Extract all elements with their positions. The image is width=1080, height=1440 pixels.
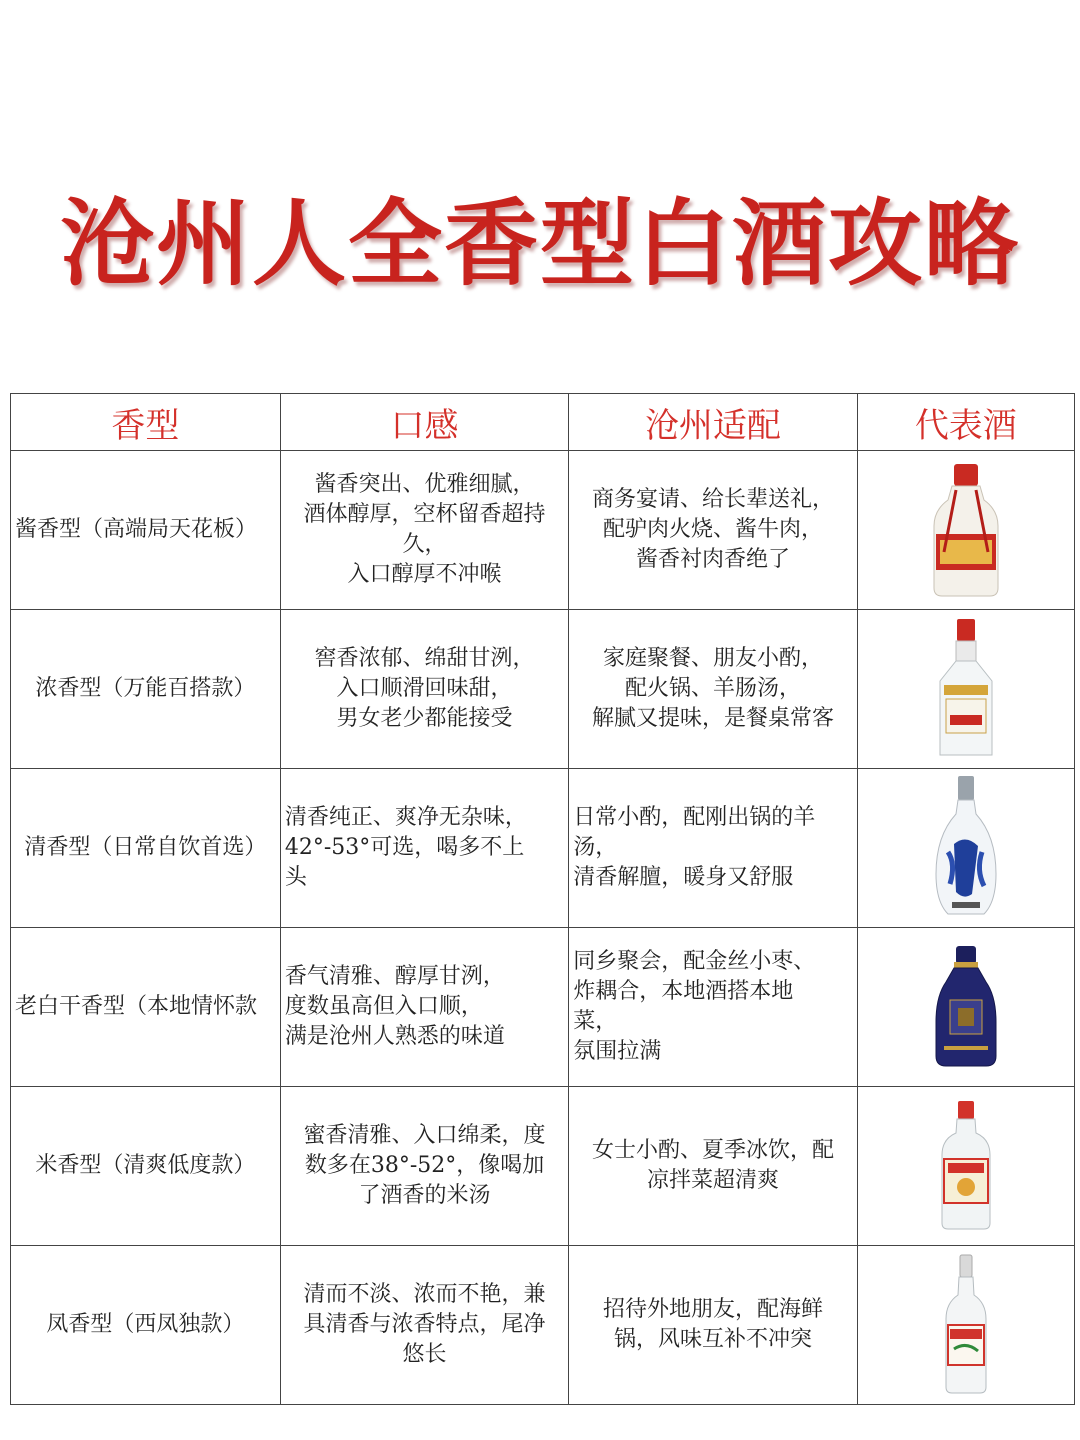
pairing-cell: [569, 610, 857, 769]
pairing-line: 商务宴请、给长辈送礼，: [591, 487, 834, 512]
table-header-row: [11, 394, 1075, 451]
taste-line: 酒体醇厚，空杯留香超持: [303, 502, 546, 527]
taste-line: 久，: [402, 532, 447, 557]
bottle-cell: [857, 610, 1074, 769]
pairing-line: 锅，风味互补不冲突: [613, 1327, 812, 1352]
pairing-line: 女士小酌、夏季冰饮，配: [591, 1138, 834, 1163]
pairing-line: 酱香衬肉香绝了: [635, 547, 790, 572]
taste-line: 数多在38°-52°，像喝加: [304, 1153, 545, 1178]
taste-line: 悠长: [402, 1342, 447, 1367]
bottle-cell: [857, 451, 1074, 610]
taste-line: 清香纯正、爽净无杂味，: [284, 805, 527, 830]
table-row: [11, 1087, 1075, 1246]
taste-cell: [280, 610, 568, 769]
pairing-line: 凉拌菜超清爽: [646, 1168, 779, 1193]
pairing-cell: [569, 1246, 857, 1405]
taste-line: 头: [284, 865, 307, 890]
taste-line: 入口醇厚不冲喉: [347, 562, 502, 587]
pairing-line: 日常小酌，配刚出锅的羊: [573, 805, 816, 830]
pairing-line: 家庭聚餐、朋友小酌，: [602, 646, 823, 671]
taste-line: 度数虽高但入口顺，: [284, 994, 483, 1019]
pairing-line: 菜，: [573, 1009, 618, 1034]
taste-line: 入口顺滑回味甜，: [336, 676, 513, 701]
taste-line: 窖香浓郁、绵甜甘洌，: [314, 646, 535, 671]
taste-cell: [280, 928, 568, 1087]
aroma-type-cell: 浓香型（万能百搭款）: [11, 610, 281, 769]
taste-line: 清而不淡、浓而不艳，兼: [303, 1282, 546, 1307]
bottle-cell: [857, 1246, 1074, 1405]
taste-cell: [280, 1246, 568, 1405]
taste-line: 了酒香的米汤: [358, 1183, 491, 1208]
sanhuajiu-bottle-icon: [926, 1099, 1006, 1233]
taste-line: 满是沧州人熟悉的味道: [284, 1024, 505, 1049]
pairing-line: 招待外地朋友，配海鲜: [602, 1297, 823, 1322]
pairing-line: 同乡聚会，配金丝小枣、: [573, 949, 816, 974]
bottle-cell: [857, 928, 1074, 1087]
table-row: [11, 769, 1075, 928]
pairing-cell: [569, 1087, 857, 1246]
pairing-line: 解腻又提味，是餐桌常客: [591, 706, 834, 731]
fenjiu-bottle-icon: [926, 774, 1006, 922]
aroma-type-cell: 清香型（日常自饮首选）: [11, 769, 281, 928]
table-row: [11, 451, 1075, 610]
header-representative-liquor: 代表酒: [857, 394, 1074, 451]
taste-line: 具清香与浓香特点，尾净: [303, 1312, 546, 1337]
aroma-type-cell: 老白干香型（本地情怀款: [11, 928, 281, 1087]
table-row: [11, 928, 1075, 1087]
pairing-line: 配火锅、羊肠汤，: [624, 676, 801, 701]
xifeng-bottle-icon: [926, 1253, 1006, 1397]
header-taste: 口感: [280, 394, 568, 451]
aroma-type-cell: 凤香型（西凤独款）: [11, 1246, 281, 1405]
taste-cell: [280, 769, 568, 928]
moutai-bottle-icon: [926, 460, 1006, 600]
page-title: 沧州人全香型白酒攻略: [59, 190, 1020, 299]
bottle-cell: [857, 769, 1074, 928]
pairing-line: 氛围拉满: [573, 1039, 662, 1064]
pairing-line: 炸耦合，本地酒搭本地: [573, 979, 794, 1004]
taste-line: 蜜香清雅、入口绵柔，度: [303, 1123, 546, 1148]
table-row: [11, 610, 1075, 769]
baijiu-table: [10, 393, 1075, 1405]
bottle-cell: [857, 1087, 1074, 1246]
wuliangye-bottle-icon: [926, 617, 1006, 761]
header-cangzhou-pairing: 沧州适配: [569, 394, 857, 451]
pairing-cell: [569, 769, 857, 928]
pairing-cell: [569, 928, 857, 1087]
taste-cell: [280, 451, 568, 610]
aroma-type-cell: 酱香型（高端局天花板）: [11, 451, 281, 610]
pairing-cell: [569, 451, 857, 610]
pairing-line: 汤，: [573, 835, 618, 860]
pairing-line: 配驴肉火烧、酱牛肉，: [602, 517, 823, 542]
aroma-type-cell: 米香型（清爽低度款）: [11, 1087, 281, 1246]
taste-line: 男女老少都能接受: [336, 706, 513, 731]
taste-cell: [280, 1087, 568, 1246]
taste-line: 42°-53°可选，喝多不上: [284, 835, 525, 860]
table-row: [11, 1246, 1075, 1405]
taste-line: 香气清雅、醇厚甘洌，: [284, 964, 505, 989]
taste-line: 酱香突出、优雅细腻，: [314, 472, 535, 497]
laobaigan-bottle-icon: [926, 942, 1006, 1072]
pairing-line: 清香解膻，暖身又舒服: [573, 865, 794, 890]
header-aroma-type: 香型: [11, 394, 281, 451]
